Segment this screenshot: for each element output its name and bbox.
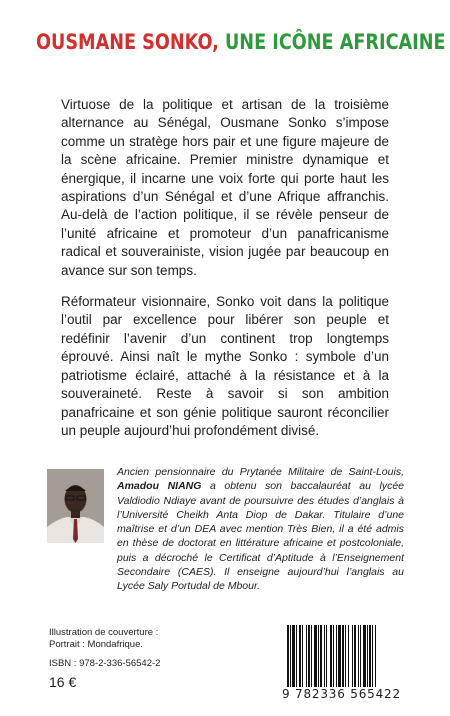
- author-portrait-icon: [47, 469, 104, 543]
- blurb-paragraph-1: Virtuose de la politique et artisan de la troisième alternance au Sénégal, Ousmane Sonko s’impose comme un stratège hors pair et une figure majeure de la scène africaine. Premier ministre dynamique et énergique, il incarne une voix forte qui porte haut les aspirations d’un Sénégal et d’une Afrique affranchis. Au-delà de l’action politique, il se révèle penseur de l’unité africaine et promoteur d’un panafricanisme radical et souverainiste, vision jugée par beaucoup en avance sur son temps.: [61, 97, 389, 278]
- credits-line-2: Portrait : Mondafrique.: [49, 638, 143, 650]
- bio-intro: Ancien pensionnaire du Prytanée Militaire de Saint-Louis,: [117, 466, 404, 478]
- barcode-icon: [286, 625, 408, 687]
- author-name: Amadou NIANG: [117, 480, 202, 493]
- bio-details: a obtenu son baccalauréat au lycée Valdiodio Ndiaye avant de poursuivre des études d’anglais à l’Université Cheikh Anta Diop de Dakar. Titulaire d’une maîtrise et d’un DEA avec mention Très Bien, il a été admis en thèse de doctorat en littérature africaine et postcoloniale, puis a décroché le Certificat d’Aptitude à l’Enseignement Secondaire (CAES). Il enseigne aujourd’hui l’anglais au Lycée Saly Portudal de Mbour.: [117, 480, 405, 593]
- credits-line-1: Illustration de couverture :: [49, 627, 159, 638]
- isbn: ISBN : 978-2-336-56542-2: [49, 658, 161, 669]
- price: 16 €: [49, 674, 77, 690]
- cover-credits: [49, 627, 158, 650]
- blurb: [61, 96, 389, 453]
- author-photo: [47, 469, 104, 543]
- blurb-paragraph-2: Réformateur visionnaire, Sonko voit dans la politique l’outil par excellence pour libérer son peuple et redéfinir l’avenir d’un continent trop longtemps éprouvé. Ainsi naît le mythe Sonko : symbole d’un patriotisme éclairé, attaché à la résistance et à la souveraineté. Reste à savoir si son ambition panafricaine et son génie politique sauront réconcilier un peuple aujourd’hui profondément divisé.: [61, 294, 389, 438]
- author-bio: [117, 465, 404, 594]
- title-name: OUSMANE SONKO,: [36, 30, 219, 54]
- book-title: [36, 30, 446, 54]
- barcode-number: 9 782336 565422: [282, 687, 401, 701]
- title-subtitle: UNE ICÔNE AFRICAINE: [224, 30, 446, 54]
